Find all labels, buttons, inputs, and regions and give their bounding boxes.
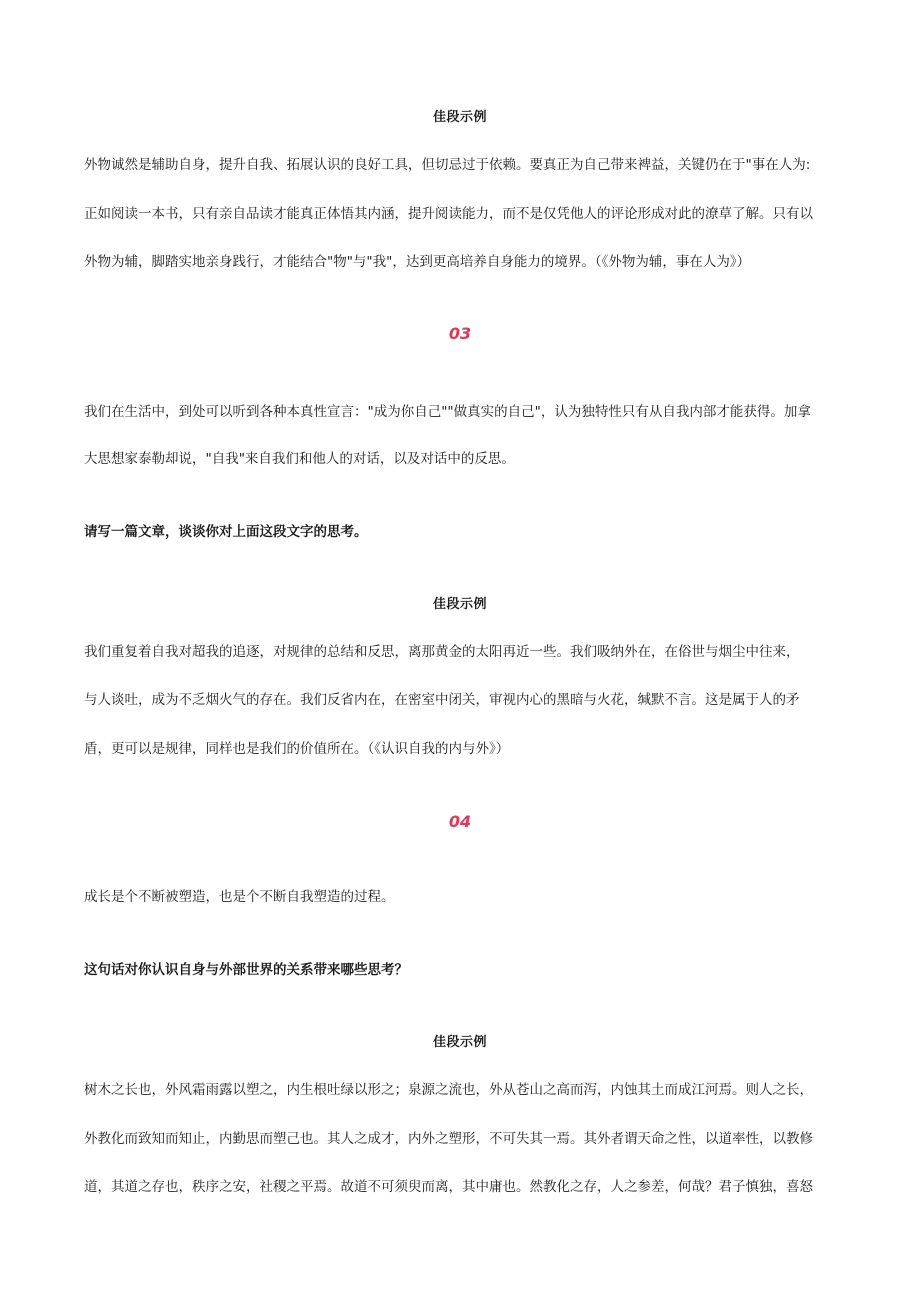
example-paragraph-line: 树木之长也，外风霜雨露以塑之，内生根吐绿以形之；泉源之流也，外从苍山之高而泻，内蚀其土而成江河焉。则人之长， bbox=[84, 1082, 813, 1098]
example-paragraph-line: 外物为辅，脚踏实地亲身践行，才能结合"物"与"我"，达到更高培养自身能力的境界。（《外物为辅，事在人为》） bbox=[84, 254, 751, 270]
section-number: 03 bbox=[448, 324, 472, 343]
example-heading: 佳段示例 bbox=[432, 597, 487, 612]
example-heading: 佳段示例 bbox=[432, 110, 487, 125]
section-number: 04 bbox=[448, 812, 472, 831]
prompt-paragraph-line: 成长是个不断被塑造，也是个不断自我塑造的过程。 bbox=[84, 889, 395, 905]
example-paragraph-line: 道，其道之存也，秩序之安，社稷之平焉。故道不可须臾而离，其中庸也。然教化之存，人之参差，何哉？君子慎独，喜怒 bbox=[84, 1179, 813, 1195]
example-heading: 佳段示例 bbox=[432, 1035, 487, 1050]
example-paragraph-line: 正如阅读一本书，只有亲自品读才能真正体悟其内涵，提升阅读能力，而不是仅凭他人的评论形成对此的潦草了解。只有以 bbox=[84, 206, 813, 222]
example-paragraph-line: 盾，更可以是规律，同样也是我们的价值所在。（《认识自我的内与外》） bbox=[84, 741, 510, 757]
prompt-paragraph-line: 我们在生活中，到处可以听到各种本真性宣言："成为你自己""做真实的自己"，认为独特性只有从自我内部才能获得。加拿 bbox=[84, 404, 811, 420]
example-paragraph-line: 外教化而致知而知止，内勤思而塑己也。其人之成才，内外之塑形，不可失其一焉。其外者谓天命之性，以道率性，以教修 bbox=[84, 1131, 813, 1147]
prompt-paragraph-line: 大思想家泰勒却说，"自我"来自我们和他人的对话，以及对话中的反思。 bbox=[84, 451, 515, 467]
essay-question: 这句话对你认识自身与外部世界的关系带来哪些思考？ bbox=[84, 962, 408, 978]
essay-question: 请写一篇文章，谈谈你对上面这段文字的思考。 bbox=[84, 524, 368, 540]
example-paragraph-line: 我们重复着自我对超我的追逐，对规律的总结和反思，离那黄金的太阳再近一些。我们吸纳外在，在俗世与烟尘中往来， bbox=[84, 644, 800, 660]
example-paragraph-line: 与人谈吐，成为不乏烟火气的存在。我们反省内在，在密室中闭关，审视内心的黑暗与火花，缄默不言。这是属于人的矛 bbox=[84, 692, 800, 708]
example-paragraph-line: 外物诚然是辅助自身，提升自我、拓展认识的良好工具，但切忌过于依赖。要真正为自己带来裨益，关键仍在于"事在人为: bbox=[84, 157, 811, 173]
